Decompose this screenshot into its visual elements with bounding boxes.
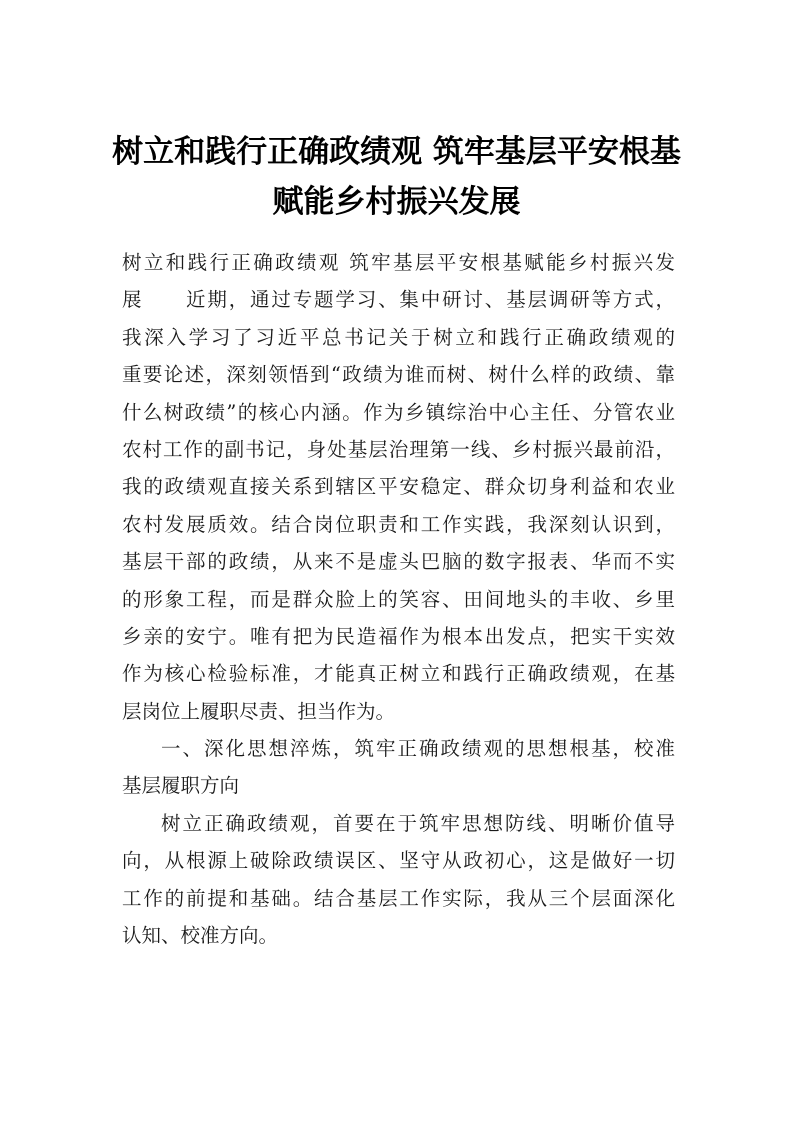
text-line: 农村发展质效。结合岗位职责和工作实践，我深刻认识到， [122, 512, 675, 536]
text-line: 树立和践行正确政绩观 筑牢基层平安根基赋能乡村振兴发 [122, 251, 675, 274]
text-line: 展 近期，通过专题学习、集中研讨、基层调研等方式， [122, 288, 675, 312]
text-line: 基层干部的政绩，从来不是虚头巴脑的数字报表、华而不实 [122, 550, 675, 574]
text-line: 一、深化思想淬炼，筑牢正确政绩观的思想根基，校准 [161, 737, 675, 761]
text-line: 我深入学习了习近平总书记关于树立和践行正确政绩观的 [122, 325, 675, 349]
paragraph-section-1 [122, 805, 675, 955]
text-line: 工作的前提和基础。结合基层工作实际，我从三个层面深化 [122, 886, 675, 910]
text-line: 乡亲的安宁。唯有把为民造福作为根本出发点，把实干实效 [122, 624, 675, 648]
text-line: 层岗位上履职尽责、担当作为。 [122, 699, 396, 723]
text-line: 什么树政绩”的核心内涵。作为乡镇综治中心主任、分管农业 [122, 400, 675, 424]
document-title-line-2: 赋能乡村振兴发展 [272, 184, 521, 220]
text-line: 基层履职方向 [122, 774, 240, 798]
text-line: 农村工作的副书记，身处基层治理第一线、乡村振兴最前沿， [122, 437, 675, 461]
text-line: 重要论述，深刻领悟到“政绩为谁而树、树什么样的政绩、靠 [122, 363, 675, 387]
paragraph-intro [122, 244, 675, 730]
document-title-line-1: 树立和践行正确政绩观 筑牢基层平安根基 [112, 134, 681, 170]
text-line: 树立正确政绩观，首要在于筑牢思想防线、明晰价值导 [161, 811, 675, 835]
text-line: 我的政绩观直接关系到辖区平安稳定、群众切身利益和农业 [122, 475, 675, 499]
text-line: 的形象工程，而是群众脸上的笑容、田间地头的丰收、乡里 [122, 587, 675, 611]
section-heading-1 [122, 730, 675, 805]
text-line: 作为核心检验标准，才能真正树立和践行正确政绩观，在基 [122, 662, 675, 686]
text-line: 向，从根源上破除政绩误区、坚守从政初心，这是做好一切 [122, 849, 675, 873]
text-line: 认知、校准方向。 [122, 924, 279, 948]
document-body [122, 244, 675, 954]
